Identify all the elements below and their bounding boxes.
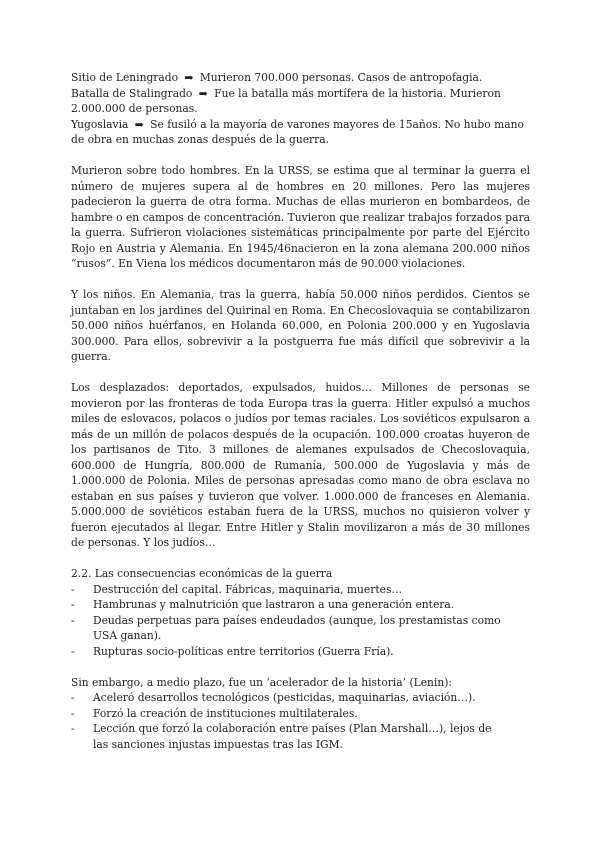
- list-item-text: Lección que forzó la colaboración entre países (Plan Marshall…), lejos de las sanciones injustas impuestas tras las IGM.: [93, 722, 492, 751]
- list-item: [71, 613, 510, 644]
- bullet-dash: -: [71, 644, 75, 658]
- list-item-text: Destrucción del capital. Fábricas, maquinaria, muertes…: [93, 582, 403, 596]
- intro-item-yugoslavia: [71, 117, 530, 148]
- intro-item-text: Fue la batalla más mortífera de la historia. Murieron 2.000.000 de personas.: [71, 86, 501, 115]
- list-item: [71, 706, 510, 722]
- intro-item-label: Sitio de Leningrado: [71, 71, 179, 84]
- list-item: [71, 597, 510, 613]
- intro-item-text: Murieron 700.000 personas. Casos de antropofagia.: [199, 71, 483, 84]
- list-item: [71, 644, 510, 660]
- paragraph-women: Murieron sobre todo hombres. En la URSS, se estima que al terminar la guerra el número de mujeres supera al de hombres en 20 millones. Pero las mujeres padecieron la guerra de otra forma. Muchas de ellas murieron en bombardeos, de hambre o en campos de concentración. Tuvieron que realizar trabajos forzados para la guerra. Sufrieron violaciones sistemáticas principalmente por parte del Ejército Rojo en Austria y Alemania. En 1945/46nacieron en la zona alemana 200.000 niños “rusos”. En Viena los médicos documentaron más de 90.000 violaciones.: [71, 164, 530, 270]
- intro-item-text: Se fusiló a la mayoría de varones mayores de 15años. No hubo mano de obra en muchas zonas después de la guerra.: [71, 117, 524, 146]
- intro-item-stalingrad: [71, 86, 530, 117]
- paragraph-children: Y los niños. En Alemania, tras la guerra, había 50.000 niños perdidos. Cientos se juntaban en los jardines del Quirinal en Roma. En Checoslovaquia se contabilizaron 50.000 niños huérfanos, en Holanda 60.000, en Polonia 200.000 y en Yugoslavia 300.000. Para ellos, sobrevivir a la postguerra fue más difícil que sobrevivir a la guerra.: [71, 288, 530, 363]
- bullet-dash: -: [71, 598, 75, 611]
- right-arrow-icon: ➡: [198, 86, 208, 100]
- list-item: [71, 721, 510, 752]
- bullet-dash: -: [71, 613, 75, 627]
- intro-item-leningrad: [71, 70, 530, 86]
- economic-consequences-list: [71, 582, 530, 660]
- intro-item-label: Yugoslavia: [71, 117, 129, 131]
- right-arrow-icon: ➡: [134, 117, 144, 131]
- section-heading-economic: 2.2. Las consecuencias económicas de la guerra: [71, 567, 333, 580]
- intro-list: [71, 70, 530, 148]
- list-item-text: Hambrunas y malnutrición que lastraron a una generación entera.: [93, 598, 455, 611]
- list-item: [71, 582, 510, 598]
- document-page: [71, 70, 530, 768]
- list-item: [71, 690, 510, 706]
- paragraph-displaced: Los desplazados: deportados, expulsados, huidos… Millones de personas se movieron por las fronteras de toda Europa tras la guerra. Hitler expulsó a muchos miles de eslovacos, polacos o judíos por temas raciales. Los soviéticos expulsaron a más de un millón de polacos después de la ocupación. 100.000 croatas huyeron de los partisanos de Tito. 3 millones de alemanes expulsados de Checoslovaquia, 600.000 de Hungría, 800.000 de Rumanía, 500.000 de Yugoslavia y más de 1.000.000 de Polonia. Miles de personas apresadas como mano de obra esclava no estaban en sus países y tuvieron que volver. 1.000.000 de franceses en Alemania. 5.000.000 de soviéticos estaban fuera de la URSS, muchos no quisieron volver y fueron ejecutados al llegar. Entre Hitler y Stalin movilizaron a más de 30 millones de personas. Y los judíos…: [71, 381, 530, 549]
- right-arrow-icon: ➡: [184, 71, 194, 84]
- bullet-dash: -: [71, 706, 75, 720]
- list-item-text: Forzó la creación de instituciones multilaterales.: [93, 706, 358, 720]
- intro-item-label: Batalla de Stalingrado: [71, 86, 193, 100]
- list-item-text: Aceleró desarrollos tecnológicos (pesticidas, maquinarias, aviación…).: [93, 691, 476, 704]
- list-item-text: Rupturas socio-políticas entre territorios (Guerra Fría).: [93, 644, 394, 658]
- bullet-dash: -: [71, 582, 75, 596]
- list-item-text: Deudas perpetuas para países endeudados (aunque, los prestamistas como USA ganan).: [93, 613, 501, 642]
- accelerator-list: [71, 690, 530, 752]
- bullet-dash: -: [71, 722, 75, 735]
- bullet-dash: -: [71, 691, 75, 704]
- accelerator-intro: Sin embargo, a medio plazo, fue un ‘acelerador de la historia’ (Lenin):: [71, 675, 452, 689]
